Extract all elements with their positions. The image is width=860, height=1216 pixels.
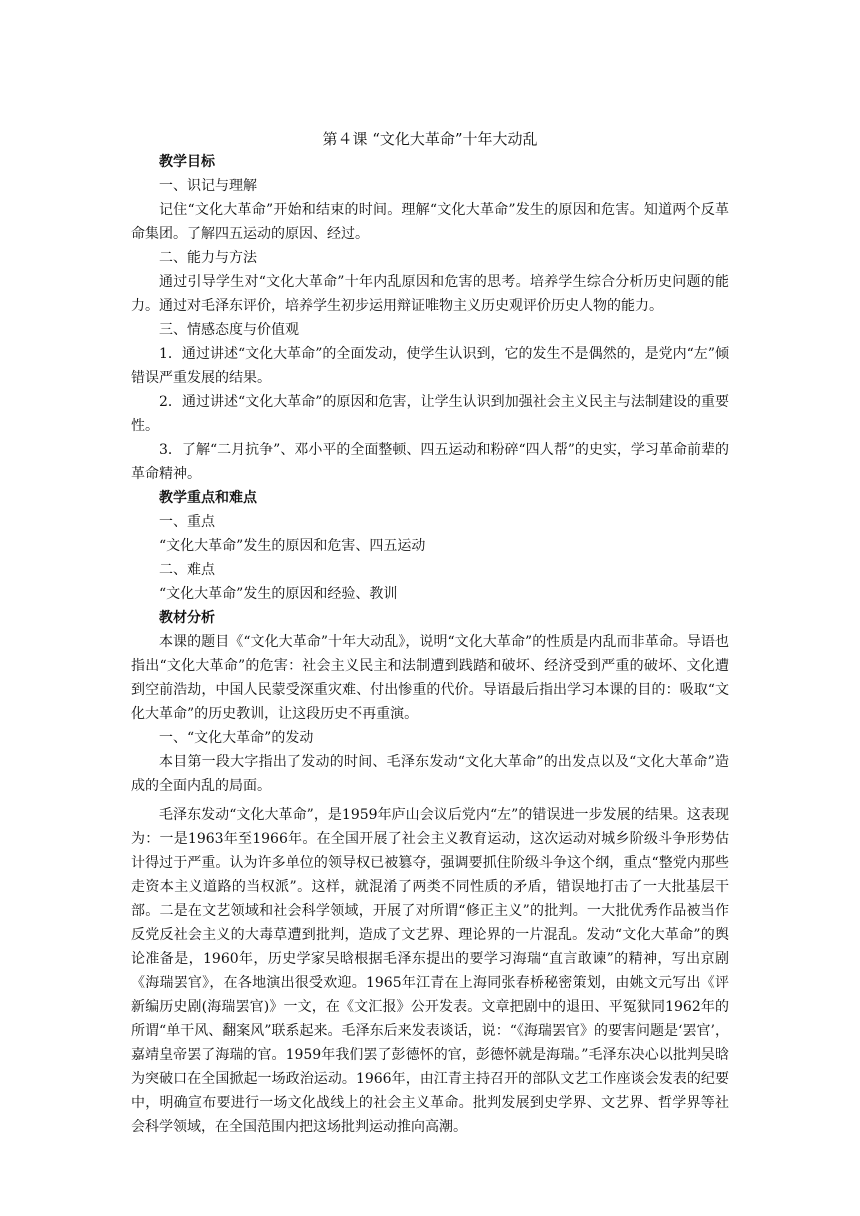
paragraph: 记住“文化大革命”开始和结束的时间。理解“文化大革命”发生的原因和危害。知道两个反革命集团。了解四五运动的原因、经过。: [131, 202, 729, 242]
section-heading-analysis: 教材分析: [159, 610, 215, 626]
lesson-title: 第４课 “文化大革命”十年大动乱: [322, 130, 538, 148]
paragraph: 本目第一段大字指出了发动的时间、毛泽东发动“文化大革命”的出发点以及“文化大革命”造成的全面内乱的局面。: [131, 754, 729, 794]
paragraph: 毛泽东发动“文化大革命”，是1959年庐山会议后党内“左”的错误进一步发展的结果。这表现为：一是1963年至1966年。在全国开展了社会主义教育运动，这次运动对城乡阶级斗争形势估计得过于严重。认为许多单位的领导权已被篡夺，强调要抓住阶级斗争这个纲，重点“整党内那些走资本主义道路的当权派”。这样，就混淆了两类不同性质的矛盾，错误地打击了一大批基层干部。二是在文艺领域和社会科学领域，开展了对所谓“修正主义”的批判。一大批优秀作品被当作反党反社会主义的大毒草遭到批判，造成了文艺界、理论界的一片混乱。发动“文化大革命”的舆论准备是，1960年，历史学家吴晗根据毛泽东提出的要学习海瑞“直言敢谏”的精神，写出京剧《海瑞罢官》，在各地演出很受欢迎。1965年江青在上海同张春桥秘密策划，由姚文元写出《评新编历史剧(海瑞罢官)》一文，在《文汇报》公开发表。文章把剧中的退田、平冤狱同1962年的所谓“单干风、翻案风”联系起来。毛泽东后来发表谈话，说：“《海瑞罢官》的要害问题是‘罢官’，嘉靖皇帝罢了海瑞的官。1959年我们罢了彭德怀的官，彭德怀就是海瑞。”毛泽东决心以批判吴晗为突破口在全国掀起一场政治运动。1966年，由江青主持召开的部队文艺工作座谈会发表的纪要中，明确宣布要进行一场文化战线上的社会主义革命。批判发展到史学界、文艺界、哲学界等社会科学领域，在全国范围内把这场批判运动推向高潮。: [131, 807, 729, 1135]
difficulty-text: “文化大革命”发生的原因和经验、教训: [159, 586, 398, 602]
subheading-values: 三、情感态度与价值观: [159, 322, 299, 338]
section-heading-key-points: 教学重点和难点: [159, 490, 257, 506]
subheading-launch: 一、“文化大革命”的发动: [159, 730, 314, 746]
subheading-difficulty: 二、难点: [159, 562, 215, 578]
subheading-focus: 一、重点: [159, 514, 215, 530]
paragraph: 2．通过讲述“文化大革命”的原因和危害，让学生认识到加强社会主义民主与法制建设的重要性。: [131, 394, 729, 434]
subheading-knowledge: 一、识记与理解: [159, 178, 257, 194]
subheading-ability: 二、能力与方法: [159, 250, 257, 266]
section-heading-objectives: 教学目标: [159, 154, 215, 170]
paragraph: 3．了解“二月抗争”、邓小平的全面整顿、四五运动和粉碎“四人帮”的史实，学习革命前辈的革命精神。: [131, 442, 729, 482]
document-body: [131, 150, 729, 1139]
paragraph: 1．通过讲述“文化大革命”的全面发动，使学生认识到，它的发生不是偶然的，是党内“左”倾错误严重发展的结果。: [131, 346, 729, 386]
paragraph: 通过引导学生对“文化大革命”十年内乱原因和危害的思考。培养学生综合分析历史问题的能力。通过对毛泽东评价，培养学生初步运用辩证唯物主义历史观评价历史人物的能力。: [131, 274, 729, 314]
paragraph: 本课的题目《“文化大革命”十年大动乱》，说明“文化大革命”的性质是内乱而非革命。导语也指出“文化大革命”的危害：社会主义民主和法制遭到践踏和破坏、经济受到严重的破坏、文化遭到空前浩劫，中国人民蒙受深重灾难、付出惨重的代价。导语最后指出学习本课的目的：吸取“文化大革命”的历史教训，让这段历史不再重演。: [131, 634, 729, 722]
focus-text: “文化大革命”发生的原因和危害、四五运动: [159, 538, 426, 554]
